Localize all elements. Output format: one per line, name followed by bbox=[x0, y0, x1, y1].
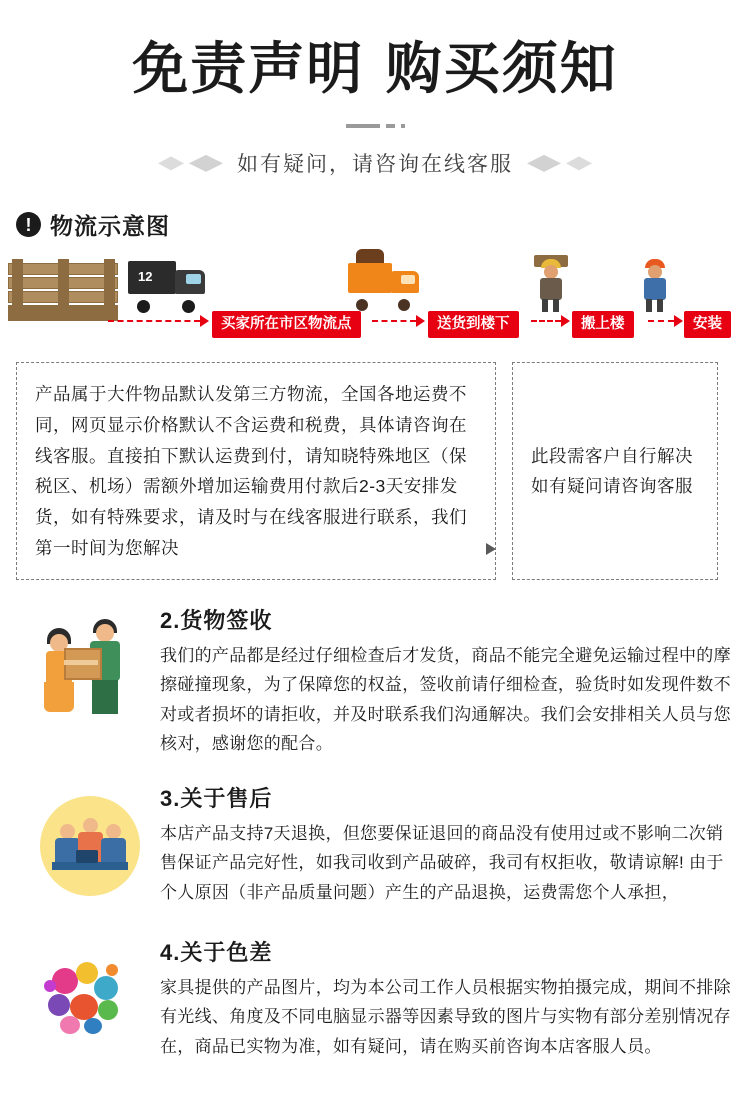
section-2-number: 2. bbox=[160, 608, 181, 634]
logistics-right-note-box bbox=[512, 362, 718, 580]
color-splash-icon bbox=[34, 942, 146, 1057]
page-subtitle: 如有疑问，请咨询在线客服 bbox=[237, 153, 513, 177]
two-people-with-package-icon bbox=[34, 610, 146, 725]
diamond-icon bbox=[158, 156, 184, 170]
title-divider bbox=[0, 124, 750, 128]
flow-step-label-4: 安装 bbox=[684, 311, 731, 338]
exclamation-icon: ! bbox=[16, 212, 41, 237]
flow-connector-1 bbox=[108, 320, 200, 322]
right-note-line-2: 如有疑问请咨询客服 bbox=[531, 476, 693, 497]
orange-delivery-truck-icon bbox=[348, 257, 428, 313]
flow-arrow-4 bbox=[674, 315, 683, 327]
section-4-heading: 关于色差 bbox=[180, 940, 273, 966]
section-color-difference bbox=[0, 936, 750, 1066]
logistics-section-heading bbox=[16, 208, 750, 241]
section-4-number: 4. bbox=[160, 940, 181, 966]
right-note-line-1: 此段需客户自行解决 bbox=[531, 445, 693, 466]
flow-step-label-3: 搬上楼 bbox=[572, 311, 634, 338]
diamond-icon bbox=[189, 155, 223, 172]
logistics-flow-diagram bbox=[0, 247, 750, 352]
section-2-heading: 货物签收 bbox=[180, 608, 273, 634]
subtitle-row bbox=[0, 148, 750, 178]
section-3-heading: 关于售后 bbox=[180, 786, 273, 812]
divider-dash-short bbox=[386, 124, 395, 128]
section-3-body: 本店产品支持7天退换，但您要保证退回的商品没有使用过或不影响二次销售保证产品完好性，如我司收到产品破碎，我司有权拒收，敬请谅解! 由于个人原因（非产品质量问题）产生的产品退换，运费需您个人承担， bbox=[160, 824, 724, 902]
flow-labels-row bbox=[0, 309, 750, 349]
flow-connector-4 bbox=[648, 320, 674, 322]
installer-worker-icon bbox=[626, 255, 684, 313]
logistics-notes bbox=[16, 362, 734, 580]
porter-carrying-box-icon bbox=[522, 255, 580, 313]
diamond-icon bbox=[566, 156, 592, 170]
logistics-left-note-box bbox=[16, 362, 496, 580]
section-2-body: 我们的产品都是经过仔细检查后才发货，商品不能完全避免运输过程中的摩擦碰撞现象，为了保障您的权益，签收前请仔细检查，验货时如发现件数不对或者损坏的请拒收，并及时联系我们沟通解决。我们会安排相关人员与您核对，感谢您的配合。 bbox=[160, 646, 731, 753]
logistics-section-title: 物流示意图 bbox=[50, 213, 170, 240]
flow-connector-2 bbox=[372, 320, 416, 322]
divider-dash-long bbox=[346, 124, 380, 128]
logistics-left-note-text: 产品属于大件物品默认发第三方物流，全国各地运费不同，网页显示价格默认不含运费和税费，具体请咨询在线客服。直接拍下默认运费到付，请知晓特殊地区（保税区、机场）需额外增加运输费用付款后2-3天安排发货，如有特殊要求，请及时与在线客服进行联系，我们第一时间为您解决 bbox=[35, 384, 467, 558]
section-after-sales bbox=[0, 782, 750, 912]
section-4-title bbox=[160, 936, 732, 967]
flow-step-label-2: 送货到楼下 bbox=[428, 311, 519, 338]
flow-arrow-1 bbox=[200, 315, 209, 327]
flow-connector-3 bbox=[531, 320, 561, 322]
page-title: 免责声明 购买须知 bbox=[132, 37, 618, 102]
diamond-icon bbox=[527, 155, 561, 172]
customer-service-team-icon bbox=[34, 788, 146, 903]
left-note-arrow-icon bbox=[486, 543, 496, 555]
flow-step-label-1: 买家所在市区物流点 bbox=[212, 311, 361, 338]
flow-icons-row bbox=[0, 247, 750, 309]
divider-dot bbox=[401, 124, 405, 128]
black-truck-icon: 12 bbox=[128, 257, 214, 313]
left-diamond-group bbox=[158, 155, 223, 172]
flow-arrow-2 bbox=[416, 315, 425, 327]
right-diamond-group bbox=[527, 155, 592, 172]
bottom-spacer bbox=[0, 1066, 750, 1084]
flow-arrow-3 bbox=[561, 315, 570, 327]
section-3-title bbox=[160, 782, 732, 813]
logistics-right-note-text bbox=[531, 441, 693, 502]
section-2-title bbox=[160, 604, 732, 635]
section-4-body: 家具提供的产品图片，均为本公司工作人员根据实物拍摄完成，期间不排除有光线、角度及不同电脑显示器等因素导致的图片与实物有部分差别情况存在，商品已实物为准，如有疑问，请在购买前咨询本店客服人员。 bbox=[160, 978, 731, 1056]
page-header bbox=[0, 0, 750, 178]
section-3-number: 3. bbox=[160, 786, 181, 812]
section-goods-receipt bbox=[0, 604, 750, 758]
